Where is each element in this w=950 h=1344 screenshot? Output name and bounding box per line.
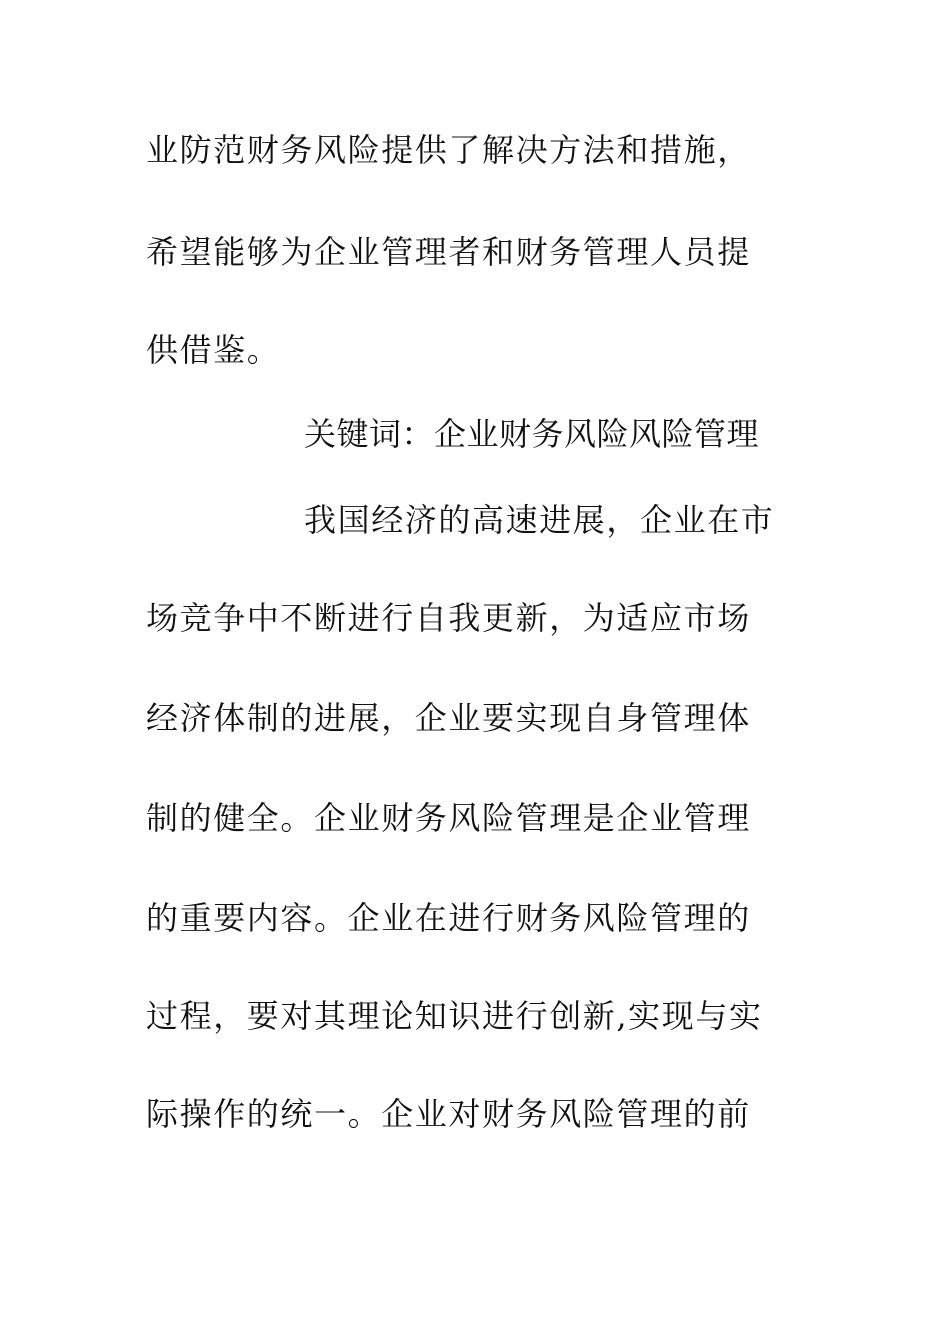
body-text-line: 过程，要对其理论知识进行创新,实现与实	[146, 997, 763, 1035]
body-text-line: 供借鉴。	[146, 331, 281, 369]
body-text-line: 制的健全。企业财务风险管理是企业管理	[146, 799, 751, 837]
body-text-line: 场竞争中不断进行自我更新，为适应市场	[146, 599, 751, 637]
body-text-line: 经济体制的进展，企业要实现自身管理体	[146, 699, 751, 737]
paragraph-first-line: 我国经济的高速进展，企业在市	[304, 501, 775, 539]
body-text-line: 的重要内容。企业在进行财务风险管理的	[146, 899, 751, 937]
body-text-line: 际操作的统一。企业对财务风险管理的前	[146, 1095, 751, 1133]
body-text-line: 业防范财务风险提供了解决方法和措施，	[146, 131, 751, 169]
body-text-line: 希望能够为企业管理者和财务管理人员提	[146, 233, 751, 271]
keywords-line: 关键词：企业财务风险风险管理	[304, 415, 760, 453]
